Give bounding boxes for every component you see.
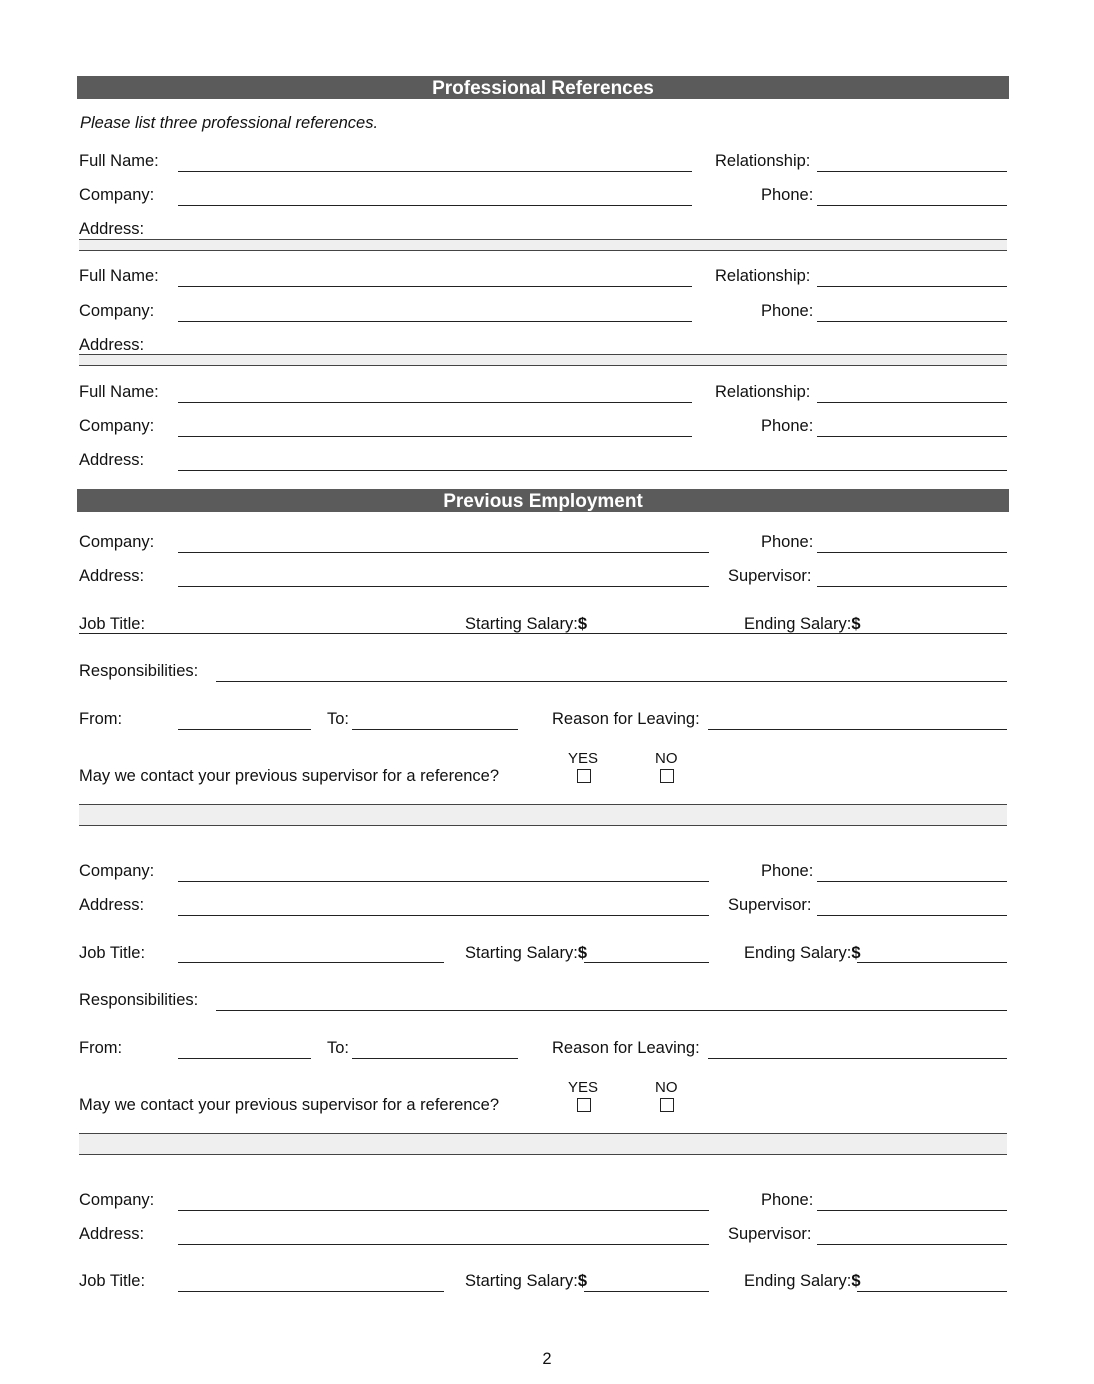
address-label: Address: — [79, 336, 145, 354]
to-field[interactable] — [352, 729, 518, 730]
address-field[interactable] — [79, 239, 1007, 251]
responsibilities-label: Responsibilities: — [79, 991, 199, 1009]
reason-label: Reason for Leaving: — [552, 1039, 700, 1057]
from-field[interactable] — [178, 729, 311, 730]
starting-salary-label: Starting Salary:$ — [465, 944, 587, 962]
references-instructions: Please list three professional references. — [80, 114, 379, 132]
address-field[interactable] — [79, 354, 1007, 366]
supervisor-label: Supervisor: — [728, 896, 812, 914]
phone-field[interactable] — [817, 1210, 1007, 1211]
starting-salary-label: Starting Salary:$ — [465, 615, 587, 633]
currency-symbol: $ — [577, 615, 587, 633]
supervisor-label: Supervisor: — [728, 1225, 812, 1243]
address-label: Address: — [79, 451, 145, 469]
to-label: To: — [327, 710, 350, 728]
job-title-label: Job Title: — [79, 615, 146, 633]
from-field[interactable] — [178, 1058, 311, 1059]
section-header-references: Professional References — [77, 76, 1009, 99]
job-title-field[interactable] — [178, 1291, 444, 1292]
phone-field[interactable] — [817, 881, 1007, 882]
supervisor-field[interactable] — [817, 915, 1007, 916]
ending-salary-field[interactable] — [857, 962, 1007, 963]
currency-symbol: $ — [577, 944, 587, 962]
company-field[interactable] — [178, 881, 709, 882]
company-field[interactable] — [178, 436, 692, 437]
full-name-label: Full Name: — [79, 152, 159, 170]
company-label: Company: — [79, 533, 155, 551]
separator-line — [79, 1133, 1007, 1155]
contact-question: May we contact your previous supervisor for a reference? — [79, 1096, 500, 1114]
address-label: Address: — [79, 896, 145, 914]
responsibilities-field[interactable] — [216, 1010, 1007, 1011]
phone-label: Phone: — [761, 302, 814, 320]
phone-label: Phone: — [761, 533, 814, 551]
no-checkbox[interactable] — [660, 769, 674, 783]
currency-symbol: $ — [851, 1272, 861, 1290]
company-label: Company: — [79, 1191, 155, 1209]
company-field[interactable] — [178, 552, 709, 553]
reason-field[interactable] — [708, 1058, 1007, 1059]
full-name-field[interactable] — [178, 402, 692, 403]
phone-field[interactable] — [817, 436, 1007, 437]
relationship-field[interactable] — [817, 402, 1007, 403]
section-header-employment: Previous Employment — [77, 489, 1009, 512]
company-field[interactable] — [178, 321, 692, 322]
to-label: To: — [327, 1039, 350, 1057]
job-title-field[interactable] — [178, 962, 444, 963]
company-label: Company: — [79, 302, 155, 320]
ending-salary-label: Ending Salary:$ — [744, 944, 861, 962]
address-field[interactable] — [178, 1244, 709, 1245]
no-label: NO — [655, 1079, 678, 1096]
currency-symbol: $ — [577, 1272, 587, 1290]
full-name-label: Full Name: — [79, 267, 159, 285]
relationship-label: Relationship: — [715, 383, 811, 401]
ending-salary-label: Ending Salary:$ — [744, 615, 861, 633]
company-label: Company: — [79, 186, 155, 204]
address-field[interactable] — [178, 915, 709, 916]
company-field[interactable] — [178, 205, 692, 206]
reason-label: Reason for Leaving: — [552, 710, 700, 728]
address-field[interactable] — [178, 470, 1007, 471]
full-name-field[interactable] — [178, 286, 692, 287]
starting-salary-label: Starting Salary:$ — [465, 1272, 587, 1290]
contact-question: May we contact your previous supervisor for a reference? — [79, 767, 500, 785]
starting-salary-field[interactable] — [584, 962, 709, 963]
supervisor-field[interactable] — [817, 586, 1007, 587]
to-field[interactable] — [352, 1058, 518, 1059]
full-name-field[interactable] — [178, 171, 692, 172]
company-label: Company: — [79, 417, 155, 435]
phone-field[interactable] — [817, 552, 1007, 553]
responsibilities-field[interactable] — [216, 681, 1007, 682]
address-label: Address: — [79, 220, 145, 238]
currency-symbol: $ — [851, 615, 861, 633]
phone-field[interactable] — [817, 205, 1007, 206]
yes-checkbox[interactable] — [577, 769, 591, 783]
phone-label: Phone: — [761, 1191, 814, 1209]
company-label: Company: — [79, 862, 155, 880]
relationship-field[interactable] — [817, 286, 1007, 287]
reason-field[interactable] — [708, 729, 1007, 730]
relationship-label: Relationship: — [715, 267, 811, 285]
address-label: Address: — [79, 567, 145, 585]
company-field[interactable] — [178, 1210, 709, 1211]
yes-checkbox[interactable] — [577, 1098, 591, 1112]
yes-label: YES — [568, 750, 599, 767]
full-name-label: Full Name: — [79, 383, 159, 401]
page-number: 2 — [542, 1350, 552, 1368]
from-label: From: — [79, 1039, 123, 1057]
relationship-label: Relationship: — [715, 152, 811, 170]
supervisor-field[interactable] — [817, 1244, 1007, 1245]
no-checkbox[interactable] — [660, 1098, 674, 1112]
phone-label: Phone: — [761, 417, 814, 435]
ending-salary-label: Ending Salary:$ — [744, 1272, 861, 1290]
starting-salary-field[interactable] — [584, 1291, 709, 1292]
phone-label: Phone: — [761, 862, 814, 880]
address-label: Address: — [79, 1225, 145, 1243]
separator-line — [79, 804, 1007, 826]
from-label: From: — [79, 710, 123, 728]
phone-label: Phone: — [761, 186, 814, 204]
ending-salary-field[interactable] — [857, 1291, 1007, 1292]
supervisor-label: Supervisor: — [728, 567, 812, 585]
no-label: NO — [655, 750, 678, 767]
address-field[interactable] — [178, 586, 709, 587]
responsibilities-label: Responsibilities: — [79, 662, 199, 680]
job-title-label: Job Title: — [79, 944, 146, 962]
job-title-label: Job Title: — [79, 1272, 146, 1290]
yes-label: YES — [568, 1079, 599, 1096]
currency-symbol: $ — [851, 944, 861, 962]
phone-field[interactable] — [817, 321, 1007, 322]
relationship-field[interactable] — [817, 171, 1007, 172]
